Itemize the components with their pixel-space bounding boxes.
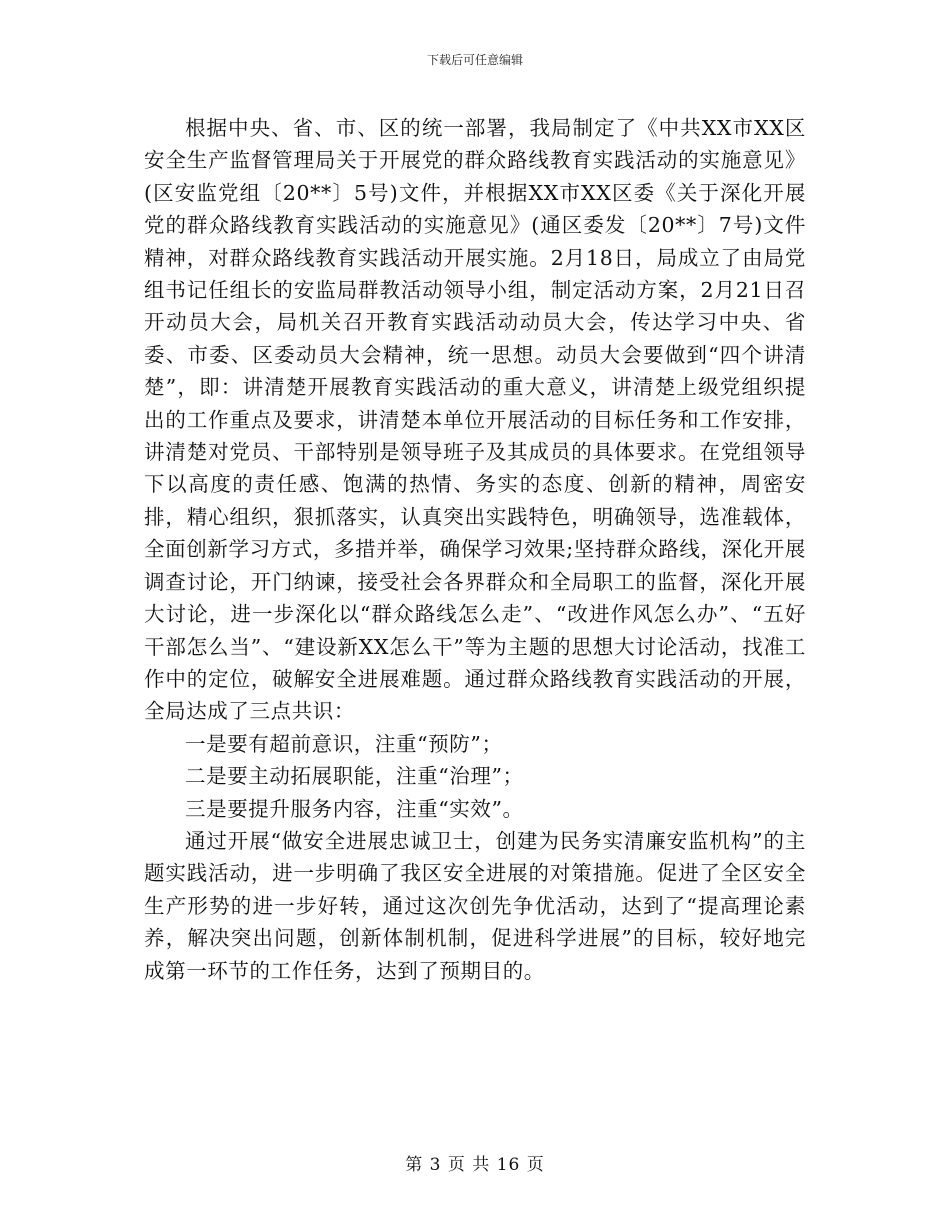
paragraph-consensus-2: 二是要主动拓展职能，注重“治理”；	[185, 764, 524, 789]
page-number-footer: 第 3 页 共 16 页	[405, 1155, 545, 1175]
paragraph-consensus-3: 三是要提升服务内容，注重“实效”。	[185, 796, 524, 821]
paragraph-intro: 根据中央、省、市、区的统一部署，我局制定了《中共XX市XX区安全生产监督管理局关于开展党的群众路线教育实践活动的实施意见》(区安监党组〔20**〕5号)文件，并根据XX市XX区委《关于深化开展党的群众路线教育实践活动的实施意见》(通区委发〔20**〕7号)文件精神，对群众路线教育实践活动开展实施。2月18日，局成立了由局党组书记任组长的安监局群教活动领导小组，制定活动方案，2月21日召开动员大会，局机关召开教育实践活动动员大会，传达学习中央、省委、市委、区委动员大会精神，统一思想。动员大会要做到“四个讲清楚”，即：讲清楚开展教育实践活动的重大意义，讲清楚上级党组织提出的工作重点及要求，讲清楚本单位开展活动的目标任务和工作安排，讲清楚对党员、干部特别是领导班子及其成员的具体要求。在党组领导下以高度的责任感、饱满的热情、务实的态度、创新的精神，周密安排，精心组织，狠抓落实，认真突出实践特色，明确领导，选准载体，全面创新学习方式，多措并举，确保学习效果;坚持群众路线，深化开展调查讨论，开门纳谏，接受社会各界群众和全局职工的监督，深化开展大讨论，进一步深化以“群众路线怎么走”、“改进作风怎么办”、“五好干部怎么当”、“建设新XX怎么干”等为主题的思想大讨论活动，找准工作中的定位，破解安全进展难题。通过群众路线教育实践活动的开展，全局达成了三点共识：	[144, 116, 806, 724]
page-header: 下载后可任意编辑	[426, 53, 523, 67]
paragraph-conclusion: 通过开展“做安全进展忠诚卫士，创建为民务实清廉安监机构”的主题实践活动，进一步明确了我区安全进展的对策措施。促进了全区安全生产形势的进一步好转，通过这次创先争优活动，达到了“提高理论素养，解决突出问题，创新体制机制，促进科学进展”的目标，较好地完成第一环节的工作任务，达到了预期目的。	[144, 828, 806, 983]
paragraph-consensus-1: 一是要有超前意识，注重“预防”；	[185, 731, 503, 756]
document-body	[144, 112, 806, 987]
